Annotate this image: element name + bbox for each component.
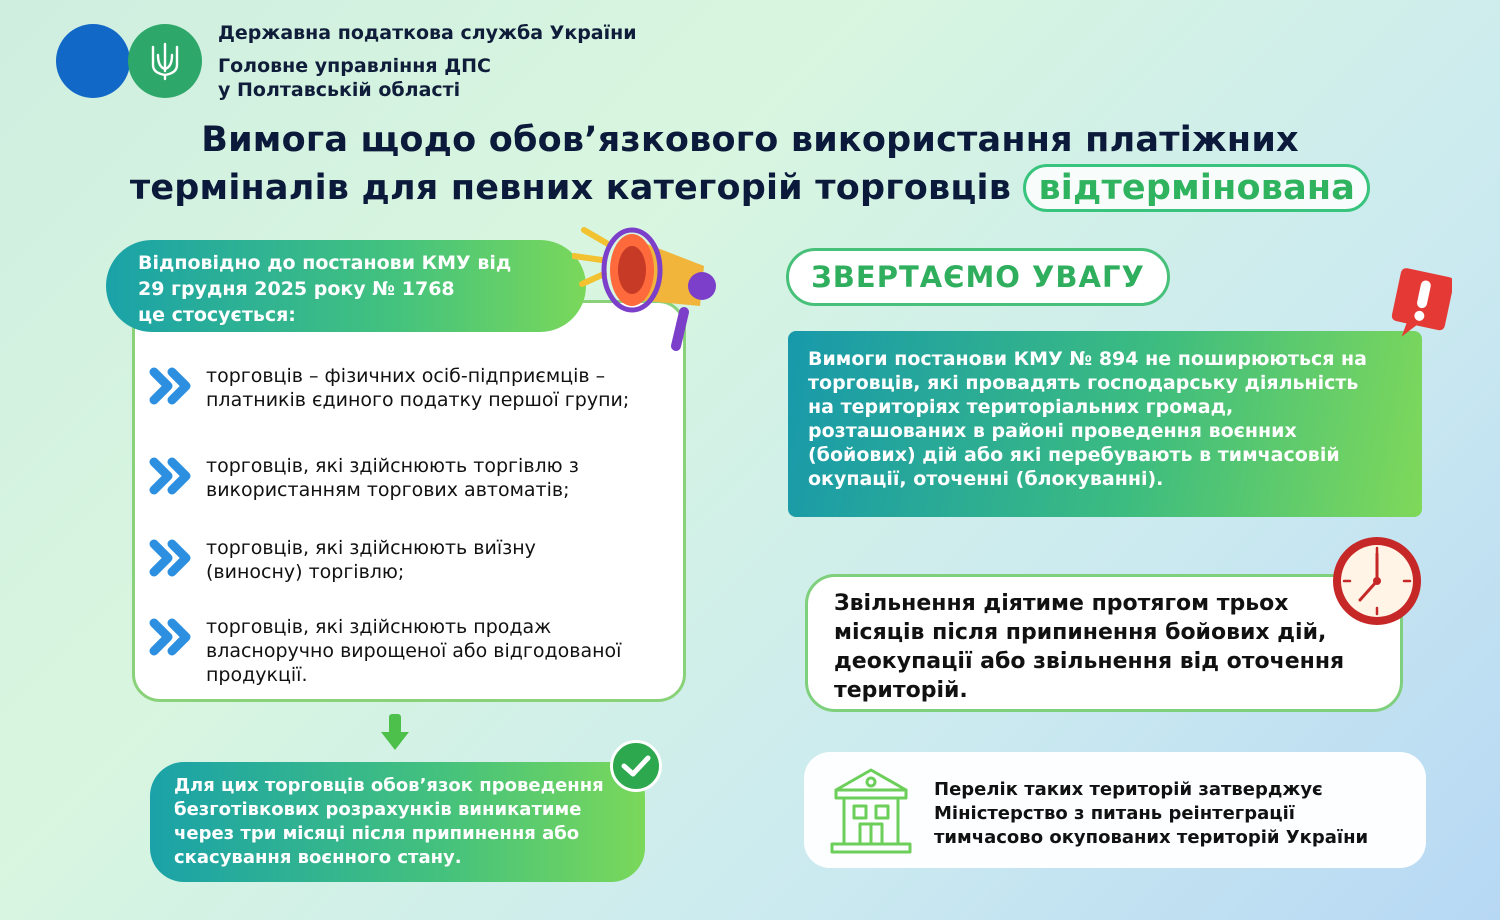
release-card — [805, 574, 1403, 712]
checkmark-icon — [621, 754, 651, 778]
page-title-text: терміналів для певних категорій торговців — [129, 168, 1012, 208]
item-text-line: (виносну) торгівлю; — [206, 561, 405, 583]
item-text-line: торговців – фізичних осіб-підприємців – — [206, 365, 606, 387]
clock-icon — [1330, 534, 1424, 628]
release-line: Звільнення діятиме протягом трьох — [834, 591, 1289, 616]
logo-blue-circle — [56, 24, 130, 98]
item-text-line: торговців, які здійснюють продаж — [206, 616, 552, 638]
list-item — [148, 364, 678, 412]
org-name: Державна податкова служба України — [218, 22, 637, 44]
item-text-line: торговців, які здійснюють торгівлю з — [206, 455, 579, 477]
list-item — [148, 536, 678, 584]
alert-line: торговців, які провадять господарську діяльність — [808, 372, 1359, 394]
intro-line-3: це стосується: — [138, 304, 296, 326]
result-box — [150, 762, 645, 882]
intro-bubble — [106, 240, 586, 332]
list-item — [148, 454, 678, 502]
ministry-line: тимчасово окупованих територій України — [934, 827, 1369, 848]
title-highlight-badge: відтермінована — [1023, 164, 1370, 212]
alert-line: на територіях територіальних громад, — [808, 396, 1234, 418]
megaphone-icon — [572, 222, 722, 352]
page-title-line-2 — [0, 164, 1500, 212]
page-title-line-1: Вимога щодо обов’язкового використання платіжних — [201, 120, 1299, 160]
ministry-line: Міністерство з питань реінтеграції — [934, 803, 1295, 824]
double-chevron-icon — [148, 538, 196, 578]
release-line: територій. — [834, 678, 968, 703]
item-text-line: власноручно вирощеної або відгодованої — [206, 640, 622, 662]
release-line: деокупації або звільнення від оточення — [834, 649, 1345, 674]
government-building-icon — [824, 764, 918, 856]
result-line-3: через три місяці після припинення або — [174, 823, 580, 844]
intro-line-2: 29 грудня 2025 року № 1768 — [138, 278, 455, 300]
release-line: місяців після припинення бойових дій, — [834, 620, 1327, 645]
item-text-line: платників єдиного податку першої групи; — [206, 389, 630, 411]
item-text-line: продукції. — [206, 664, 308, 686]
attention-badge: ЗВЕРТАЄМО УВАГУ — [786, 248, 1170, 306]
checkmark-badge — [610, 740, 662, 792]
alert-line: розташованих в районі проведення воєнних — [808, 420, 1297, 442]
logo-trident-circle — [128, 24, 202, 98]
result-line-2: безготівкових розрахунків виникатиме — [174, 799, 582, 820]
trident-icon — [148, 41, 182, 81]
ministry-text — [934, 778, 1368, 850]
item-text-line: використанням торгових автоматів; — [206, 479, 570, 501]
alert-line: Вимоги постанови КМУ № 894 не поширюються на — [808, 348, 1367, 370]
arrow-down-icon — [380, 714, 410, 752]
ministry-line: Перелік таких територій затверджує — [934, 779, 1323, 800]
result-line-1: Для цих торговців обов’язок проведення — [174, 775, 604, 796]
alert-box — [788, 331, 1422, 517]
intro-line-1: Відповідно до постанови КМУ від — [138, 252, 512, 274]
result-line-4: скасування воєнного стану. — [174, 847, 462, 868]
item-text-line: торговців, які здійснюють виїзну — [206, 537, 536, 559]
double-chevron-icon — [148, 456, 196, 496]
exclamation-icon — [1390, 268, 1452, 348]
alert-line: (бойових) дій або які перебувають в тимчасовій — [808, 444, 1340, 466]
alert-line: окупації, оточенні (блокуванні). — [808, 468, 1164, 490]
double-chevron-icon — [148, 366, 196, 406]
dept-line-1: Головне управління ДПС — [218, 55, 492, 77]
dept-line-2: у Полтавській області — [218, 79, 461, 101]
list-item — [148, 615, 678, 687]
double-chevron-icon — [148, 617, 196, 657]
